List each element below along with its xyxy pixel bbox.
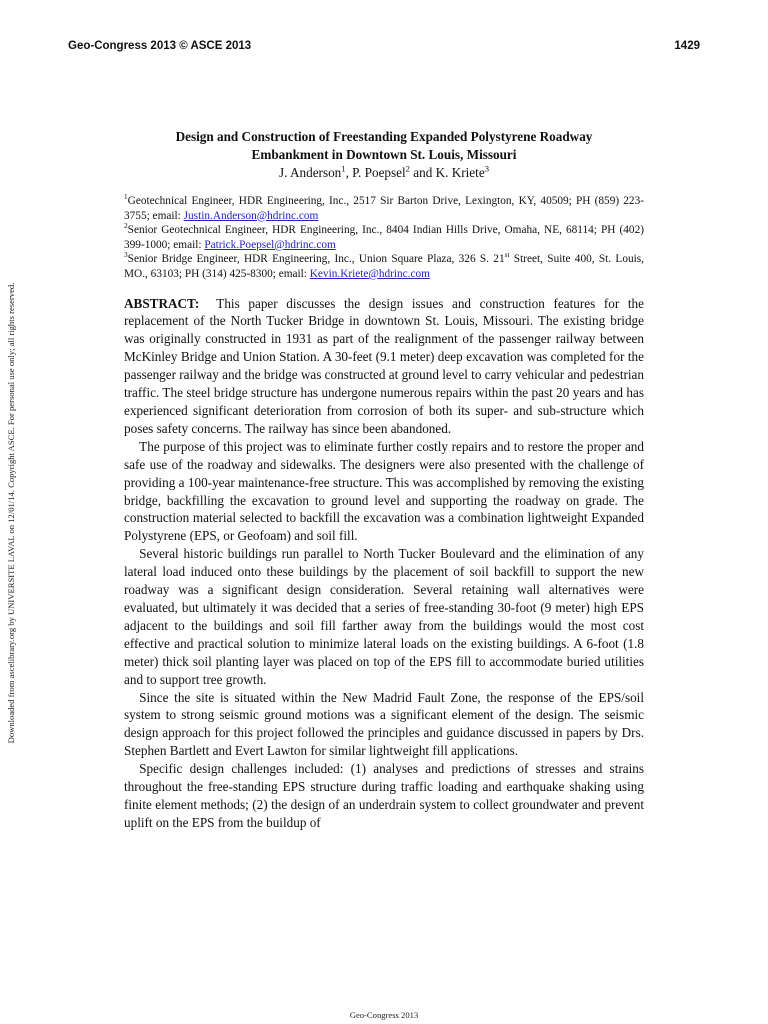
author-sep: ,	[345, 165, 353, 180]
journal-header: Geo-Congress 2013 © ASCE 2013	[68, 40, 252, 52]
affil-text: Street, Suite 400, St. Louis, MO., 63103; PH (314) 425-8300; email:	[124, 253, 644, 280]
page-number: 1429	[674, 40, 700, 52]
abstract-text: This paper discusses the design issues and construction features for the replacement of the North Tucker Bridge in downtown St. Louis, Missouri. The existing bridge was originally constructed in 1931 as part of the realignment of the passenger railway between McKinley Bridge and Union Station. A 30-feet (9.1 meter) deep excavation was completed for the passenger railway and the bridge was constructed at ground level to carry vehicular and pedestrian traffic. The steel bridge structure has undergone numerous repairs within the past 20 years and has experienced significant deterioration from corrosion of both its super- and sub-structure which poses safety concerns. The railway has since been abandoned.	[124, 295, 644, 436]
affil-text: Senior Geotechnical Engineer, HDR Engineering, Inc., 8404 Indian Hills Drive, Omaha, NE, 68114; PH (402) 399-1000; email:	[124, 224, 644, 251]
abstract-paragraph-4: Since the site is situated within the New Madrid Fault Zone, the response of the EPS/soil system to strong seismic ground motions was a significant element of the design. The seismic design approach for this project followed the principles and guidance discussed in papers by Drs. Stephen Bartlett and Evert Lawton for similar lightweight fill applications.	[124, 689, 644, 759]
affiliation-3	[124, 252, 644, 281]
abstract-paragraph-1	[124, 295, 644, 438]
title-line-2: Embankment in Downtown St. Louis, Missouri	[251, 147, 517, 162]
author-sup: 2	[405, 163, 410, 174]
author-name: P. Poepsel	[352, 165, 406, 180]
email-link[interactable]: Justin.Anderson@hdrinc.com	[183, 209, 319, 222]
abstract-paragraph-3: Several historic buildings run parallel to North Tucker Boulevard and the elimination of any lateral load induced onto these buildings by the placement of soil backfill to support the new roadway was a significant design consideration. Several retaining wall alternatives were evaluated, but ultimately it was decided that a series of free-standing 30-foot (9 meter) high EPS adjacent to the buildings and soil fill farther away from the buildings would the most cost effective and practical solution to minimize lateral loads on the existing buildings. A 6-foot (1.8 meter) thick soil planting layer was placed on top of the EPS fill to accommodate buried utilities and to support tree growth.	[124, 546, 644, 687]
paper-title	[124, 128, 644, 164]
author-name: J. Anderson	[279, 165, 342, 180]
affil-num: 3	[124, 250, 128, 260]
affil-num: 2	[124, 221, 128, 231]
author-name: K. Kriete	[435, 165, 485, 180]
author-sup: 3	[484, 163, 489, 174]
page-footer: Geo-Congress 2013	[349, 1010, 419, 1020]
affil-text: Senior Bridge Engineer, HDR Engineering, Inc., Union Square Plaza, 326 S. 21	[127, 253, 505, 266]
title-line-1: Design and Construction of Freestanding Expanded Polystyrene Roadway	[175, 129, 593, 144]
side-margin	[0, 0, 22, 1024]
abstract-label: ABSTRACT:	[124, 295, 200, 311]
email-link[interactable]: Kevin.Kriete@hdrinc.com	[309, 267, 430, 280]
email-link[interactable]: Patrick.Poepsel@hdrinc.com	[204, 238, 336, 251]
affiliation-1	[124, 194, 644, 223]
abstract-paragraph-5: Specific design challenges included: (1) analyses and predictions of stresses and strains throughout the free-standing EPS structure during traffic loading and earthquake shaking using finite element methods; (2) the design of an underdrain system to collect groundwater and prevent uplift on the EPS from the buildup of	[124, 761, 644, 830]
affiliation-2	[124, 223, 644, 252]
affiliations	[124, 194, 644, 282]
affil-text: Geotechnical Engineer, HDR Engineering, Inc., 2517 Sir Barton Drive, Lexington, KY, 40509; PH (859) 223-3755; email:	[124, 195, 644, 222]
download-notice: Downloaded from ascelibrary.org by UNIVERSITE LAVAL on 12/01/14. Copyright ASCE. For personal use only; all rights reserved.	[6, 282, 16, 744]
author-list	[124, 164, 644, 182]
paper-body	[124, 128, 644, 832]
author-sep: and	[409, 165, 436, 180]
abstract-paragraph-2: The purpose of this project was to eliminate further costly repairs and to restore the proper and safe use of the roadway and sidewalks. The designers were also presented with the challenge of providing a 100-year maintenance-free structure. This was accomplished by removing the existing bridge, backfilling the excavation to ground level and supporting the roadway on grade. The construction material selected to backfill the excavation was a combination lightweight Expanded Polystyrene (EPS, or Geofoam) and soil fill.	[124, 438, 644, 544]
author-sup: 1	[341, 163, 346, 174]
affil-ordinal: st	[504, 250, 510, 260]
affil-num: 1	[124, 192, 128, 202]
